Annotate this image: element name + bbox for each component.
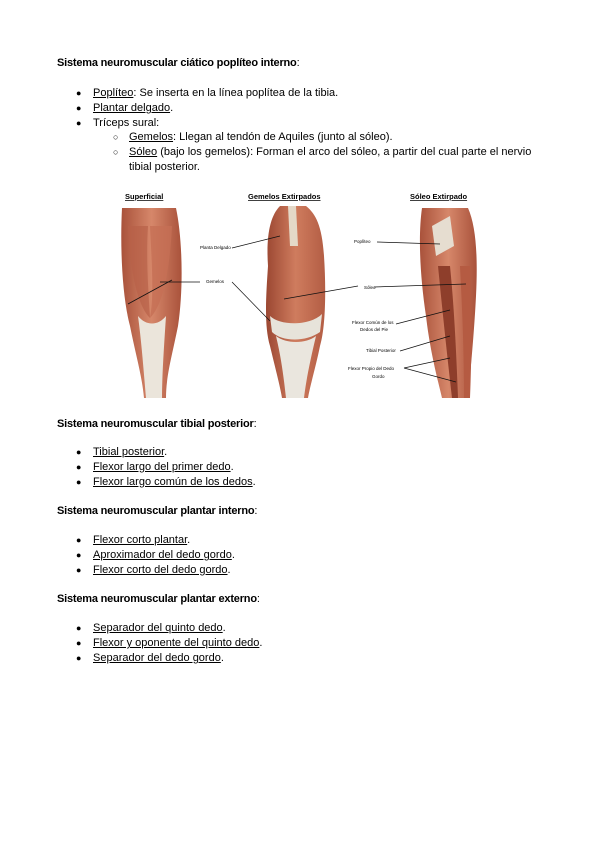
- list-item: ● Plantar delgado.: [76, 102, 174, 114]
- bullet-icon: ●: [76, 477, 82, 487]
- section-heading-tibial-posterior: Sistema neuromuscular tibial posterior:: [57, 418, 257, 430]
- label-flexor-propio-2: Gordo: [372, 374, 385, 379]
- list-item: ● Flexor largo común de los dedos.: [76, 476, 256, 488]
- list-item: ● Separador del quinto dedo.: [76, 622, 226, 634]
- section-heading-popliteo-interno: Sistema neuromuscular ciático poplíteo interno:: [57, 57, 300, 69]
- link-flexor-corto-dedo-gordo[interactable]: Flexor corto del dedo gordo: [93, 564, 228, 576]
- list-item: ● Flexor y oponente del quinto dedo.: [76, 637, 263, 649]
- bullet-icon: ●: [76, 550, 82, 560]
- bullet-icon: ●: [76, 638, 82, 648]
- link-flexor-corto-plantar[interactable]: Flexor corto plantar: [93, 534, 188, 546]
- link-flexor-oponente-quinto-dedo[interactable]: Flexor y oponente del quinto dedo: [93, 637, 260, 649]
- label-plantar-delgado: Planta Delgado: [200, 245, 231, 250]
- link-soleo[interactable]: Sóleo: [129, 146, 158, 158]
- list-item: ● Poplíteo: Se inserta en la línea poplítea de la tibia.: [76, 87, 339, 99]
- bullet-icon: ●: [76, 623, 82, 633]
- list-item: ● Aproximador del dedo gordo.: [76, 549, 235, 561]
- bullet-icon: ●: [76, 88, 82, 98]
- link-plantar-delgado[interactable]: Plantar delgado: [93, 102, 171, 114]
- bullet-icon: ●: [76, 565, 82, 575]
- link-tibial-posterior[interactable]: Tibial posterior: [93, 446, 165, 458]
- hollow-bullet-icon: ○: [113, 147, 119, 157]
- list-item: ● Flexor largo del primer dedo.: [76, 461, 234, 473]
- bullet-icon: ●: [76, 535, 82, 545]
- link-aproximador-dedo-gordo[interactable]: Aproximador del dedo gordo: [93, 549, 232, 561]
- panel-superficial: [121, 192, 200, 398]
- hollow-bullet-icon: ○: [113, 132, 119, 142]
- leg-muscles-illustration: [120, 186, 481, 398]
- label-popliteo: Poplíteo: [354, 239, 371, 244]
- panel-soleo-extirpado: [348, 192, 477, 398]
- label-gemelos: Gemelos: [206, 279, 225, 284]
- bullet-icon: ●: [76, 462, 82, 472]
- label-flexor-comun-2: Dedos del Pie: [360, 327, 389, 332]
- list-item: ● Flexor corto del dedo gordo.: [76, 564, 231, 576]
- bullet-icon: ●: [76, 118, 82, 128]
- list-item: ● Tríceps sural:: [76, 117, 160, 129]
- link-popliteo[interactable]: Poplíteo: [93, 87, 134, 99]
- bullet-icon: ●: [76, 103, 82, 113]
- section-heading-plantar-interno: Sistema neuromuscular plantar interno:: [57, 505, 258, 517]
- list-item: ● Separador del dedo gordo.: [76, 652, 224, 664]
- list-item: ● Tibial posterior.: [76, 446, 168, 458]
- label-flexor-propio-1: Flexor Propio del Dedo: [348, 366, 395, 371]
- bullet-icon: ●: [76, 447, 82, 457]
- section-heading-plantar-externo: Sistema neuromuscular plantar externo:: [57, 593, 260, 605]
- label-flexor-comun-1: Flexor Común de los: [352, 320, 394, 325]
- sub-list-item: ○ Gemelos: Llegan al tendón de Aquiles (junto al sóleo).: [113, 131, 393, 143]
- panel-title-gemelos-extirpados: Gemelos Extirpados: [248, 192, 321, 201]
- list-item: ● Flexor corto plantar.: [76, 534, 191, 546]
- label-soleo: Sóleo: [364, 285, 376, 290]
- link-flexor-largo-primer-dedo[interactable]: Flexor largo del primer dedo: [93, 461, 231, 473]
- bullet-icon: ●: [76, 653, 82, 663]
- link-separador-quinto-dedo[interactable]: Separador del quinto dedo: [93, 622, 223, 634]
- sub-list-item: ○ Sóleo (bajo los gemelos): Forman el arco del sóleo, a partir del cual parte el nervio tibial posterior.: [113, 146, 532, 173]
- label-tibial-posterior: Tibial Posterior: [366, 348, 396, 353]
- panel-title-superficial: Superficial: [125, 192, 164, 201]
- link-gemelos[interactable]: Gemelos: [129, 131, 174, 143]
- panel-title-soleo-extirpado: Sóleo Extirpado: [410, 192, 468, 201]
- link-separador-dedo-gordo[interactable]: Separador del dedo gordo: [93, 652, 221, 664]
- link-flexor-largo-comun[interactable]: Flexor largo común de los dedos: [93, 476, 253, 488]
